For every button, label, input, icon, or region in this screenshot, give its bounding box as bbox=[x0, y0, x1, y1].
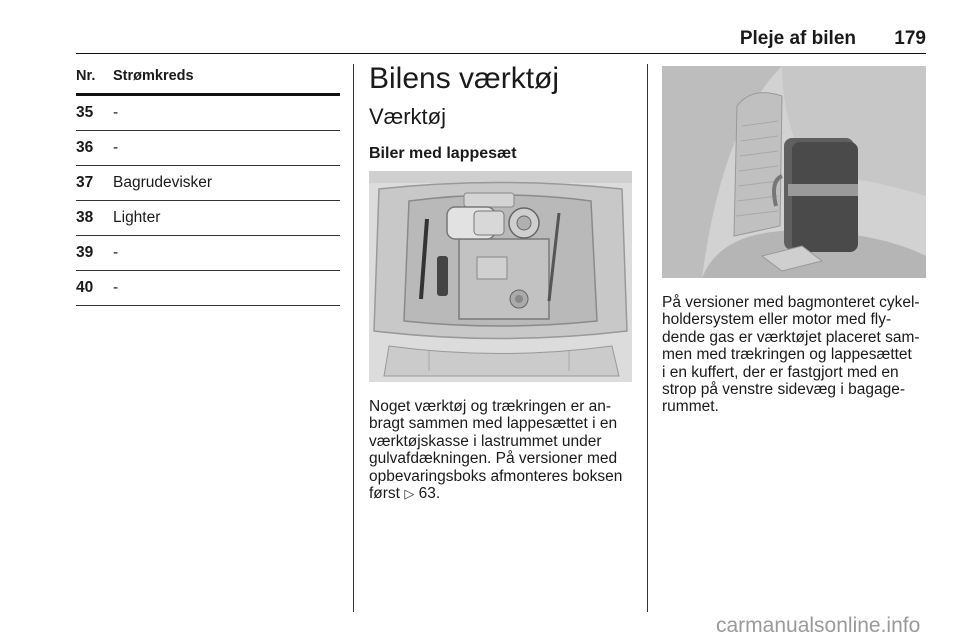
paragraph-line: strop på venstre sidevæg i bagage- bbox=[662, 381, 905, 399]
paragraph-trunk-case bbox=[662, 294, 920, 416]
trunk-case-illustration bbox=[662, 66, 926, 278]
paragraph-line: bragt sammen med lappesættet i en bbox=[369, 415, 618, 433]
paragraph-line: værktøjskasse i lastrummet under bbox=[369, 432, 602, 450]
paragraph-line-last bbox=[369, 485, 622, 502]
paragraph-line: opbevaringsboks afmonteres boksen bbox=[369, 467, 623, 485]
paragraph-text: først bbox=[369, 485, 400, 503]
fuse-circuit: - bbox=[113, 244, 119, 261]
paragraph-line: gulvafdækningen. På versioner med bbox=[369, 450, 618, 468]
table-header bbox=[76, 66, 340, 96]
fuse-number: 35 bbox=[76, 104, 94, 121]
section-subheading: Biler med lappesæt bbox=[369, 145, 517, 162]
fuse-number: 37 bbox=[76, 174, 94, 191]
section-title: Bilens værktøj bbox=[369, 62, 560, 95]
fuse-circuit: Lighter bbox=[113, 209, 161, 226]
table-row bbox=[76, 201, 340, 236]
paragraph-line: rummet. bbox=[662, 398, 719, 416]
watermark: carmanualsonline.info bbox=[716, 614, 921, 637]
fuse-number: 40 bbox=[76, 279, 94, 296]
paragraph-line: dende gas er værktøjet placeret sam- bbox=[662, 328, 920, 346]
paragraph-line: men med trækringen og lappesættet bbox=[662, 346, 912, 364]
fuse-circuit: - bbox=[113, 279, 119, 296]
fuse-number: 36 bbox=[76, 139, 94, 156]
fuse-circuit: - bbox=[113, 104, 119, 121]
paragraph-line: holdersystem eller motor med fly- bbox=[662, 311, 892, 329]
toolbox-illustration bbox=[369, 171, 632, 382]
page-section-title: Pleje af bilen bbox=[739, 28, 856, 49]
page-number: 179 bbox=[894, 28, 926, 49]
table-row bbox=[76, 271, 340, 306]
table-row bbox=[76, 166, 340, 201]
paragraph-line: Noget værktøj og trækringen er an- bbox=[369, 398, 612, 415]
fuse-table bbox=[76, 66, 340, 306]
fuse-number: 38 bbox=[76, 209, 94, 226]
table-row bbox=[76, 236, 340, 271]
fuse-number: 39 bbox=[76, 244, 94, 261]
table-row bbox=[76, 96, 340, 131]
page-reference-arrow-icon: ▷ bbox=[404, 486, 415, 502]
column-divider-2 bbox=[647, 64, 648, 612]
paragraph-toolbox bbox=[369, 398, 622, 502]
table-row bbox=[76, 131, 340, 166]
section-subtitle: Værktøj bbox=[369, 104, 446, 129]
header-circuit: Strømkreds bbox=[113, 68, 194, 84]
column-divider-1 bbox=[353, 64, 354, 612]
paragraph-line: i en kuffert, der er fastgjort med en bbox=[662, 363, 899, 381]
fuse-circuit: Bagrudevisker bbox=[113, 174, 213, 191]
page-reference[interactable]: 63. bbox=[418, 485, 441, 503]
header-nr: Nr. bbox=[76, 68, 96, 84]
paragraph-line: På versioner med bagmonteret cykel- bbox=[662, 294, 920, 311]
header-rule bbox=[76, 53, 926, 54]
fuse-circuit: - bbox=[113, 139, 119, 156]
